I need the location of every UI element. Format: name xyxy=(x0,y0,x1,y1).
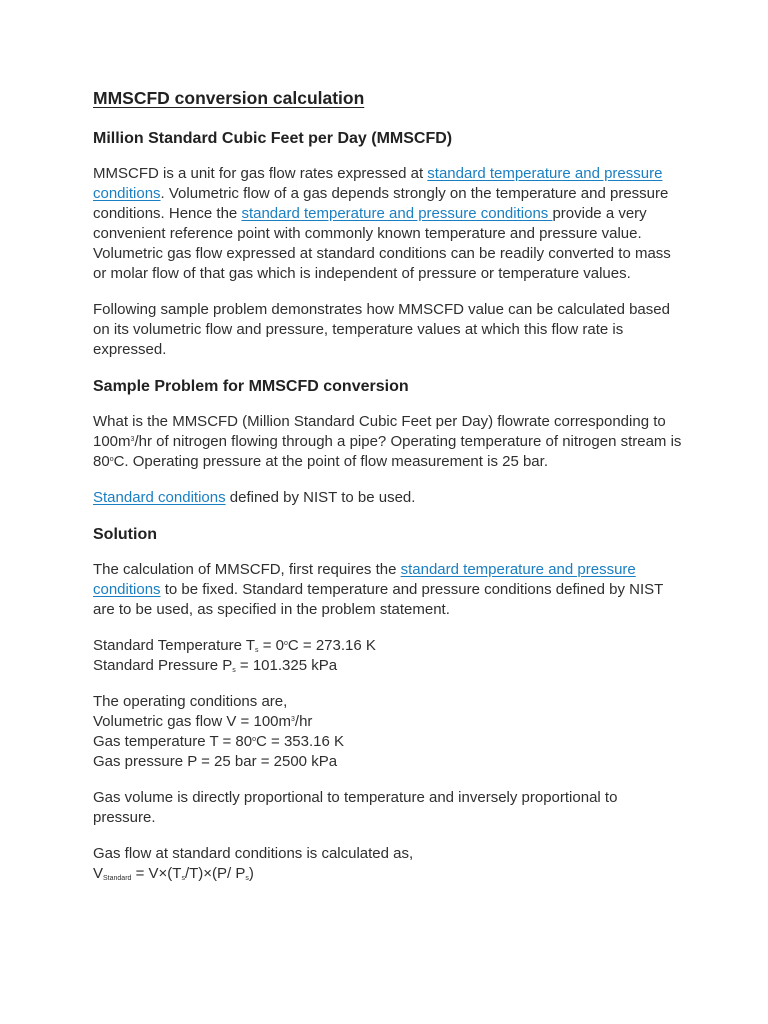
text: = 0 xyxy=(258,637,284,654)
text: The calculation of MMSCFD, first requires the xyxy=(93,561,401,578)
text: defined by NIST to be used. xyxy=(225,489,416,506)
text: /hr of nitrogen flowing through a pipe? Operating temperature of nitrogen stream is 80 xyxy=(93,433,682,470)
page-title: MMSCFD conversion calculation xyxy=(93,88,365,108)
nist-paragraph xyxy=(93,488,683,508)
text: Gas temperature T = 80 xyxy=(93,733,253,750)
calculation-block xyxy=(93,844,683,884)
subscript: s xyxy=(232,667,236,674)
text: to be fixed. Standard temperature and pressure conditions defined by NIST are to be used, as specified in the problem statement. xyxy=(93,581,664,618)
subscript: Standard xyxy=(103,875,132,882)
text: Gas flow at standard conditions is calculated as, xyxy=(93,845,414,862)
superscript: 3 xyxy=(130,436,135,443)
text: /T)×(P/ P xyxy=(184,865,246,882)
text: = V×(T xyxy=(131,865,182,882)
intro-paragraph xyxy=(93,164,683,284)
subscript: s xyxy=(245,875,249,882)
superscript: o xyxy=(283,640,288,647)
text: V xyxy=(93,865,104,882)
superscript: o xyxy=(109,456,114,463)
solution-paragraph xyxy=(93,560,683,620)
text: = 101.325 kPa xyxy=(235,657,338,674)
text: MMSCFD is a unit for gas flow rates expressed at xyxy=(93,165,428,182)
text: C = 273.16 K xyxy=(287,637,376,654)
stp-link[interactable]: standard temperature and pressure conditions xyxy=(93,165,663,202)
text: Gas pressure P = 25 bar = 2500 kPa xyxy=(93,753,338,770)
proportionality-paragraph: Gas volume is directly proportional to temperature and inversely proportional to pressure. xyxy=(93,789,618,826)
standard-conditions-link[interactable]: Standard conditions xyxy=(93,489,226,506)
document-content xyxy=(93,86,683,884)
text: Standard Temperature T xyxy=(93,637,256,654)
superscript: 3 xyxy=(291,716,295,723)
text: C = 353.16 K xyxy=(256,733,345,750)
sample-intro-paragraph: Following sample problem demonstrates how MMSCFD value can be calculated based on its volumetric flow and pressure, temperature values at which this flow rate is expressed. xyxy=(93,301,670,358)
superscript: o xyxy=(252,736,257,743)
text: What is the MMSCFD (Million Standard Cubic Feet per Day) flowrate corresponding to 100m xyxy=(93,413,666,450)
stp-link-3[interactable]: standard temperature and pressure conditions xyxy=(93,561,636,598)
text: provide a very convenient reference point with commonly known temperature and pressure value. Volumetric gas flow expressed at standard conditions can be readily converted to mass or molar flow of that gas which is independent of pressure or temperature values. xyxy=(93,205,671,282)
section-heading-mmscfd: Million Standard Cubic Feet per Day (MMSCFD) xyxy=(93,130,453,147)
text: Standard Pressure P xyxy=(93,657,233,674)
section-heading-solution: Solution xyxy=(93,526,157,543)
text: Volumetric gas flow V = 100m xyxy=(93,713,292,730)
operating-conditions-block xyxy=(93,692,683,772)
section-heading-sample-problem: Sample Problem for MMSCFD conversion xyxy=(93,378,409,395)
text: The operating conditions are, xyxy=(93,693,288,710)
subscript: s xyxy=(255,647,259,654)
text: . Volumetric flow of a gas depends strongly on the temperature and pressure conditions. Hence the xyxy=(93,185,669,222)
text: ) xyxy=(248,865,254,882)
text: C. Operating pressure at the point of flow measurement is 25 bar. xyxy=(113,453,548,470)
problem-paragraph xyxy=(93,412,683,472)
subscript: s xyxy=(181,875,185,882)
text: /hr xyxy=(294,713,313,730)
standard-values-block xyxy=(93,636,683,676)
stp-link-2[interactable]: standard temperature and pressure conditions xyxy=(241,205,553,222)
